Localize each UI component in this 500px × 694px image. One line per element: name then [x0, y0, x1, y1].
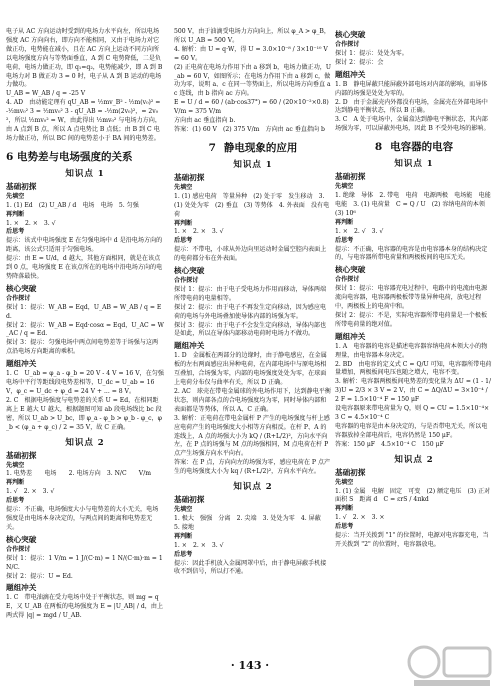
label-text: 先填空 [335, 183, 354, 191]
subsection-heading: 基础初探 [335, 467, 366, 477]
subsection-heading: 题组冲关 [335, 331, 366, 341]
subsection-heading: 核心突破 [335, 30, 366, 39]
label-text: 先填空 [335, 478, 354, 486]
paragraph: 探讨 3：提示：匀强电场中两点间电势差等于场强与这两点沿电场方向距离的乘积。 [6, 339, 159, 356]
knowledge-point-heading: 知识点 2 [65, 437, 105, 448]
label-text: 合作探讨 [6, 545, 31, 553]
knowledge-point-heading: 知识点 1 [65, 168, 105, 179]
paragraph: 1. C 带电油滴在受力电场中处于平衡状态，则 mg = qE，又 U_AB 在两板的电场强度为 E = |U_AB| / d，由上两式得 |q| = mgd / U_AB. [6, 594, 164, 620]
paragraph: 答案：150 μF 4.5×10⁻⁴ C 150 μF [335, 440, 444, 448]
paragraph: 3. 解析：电容器两极板间电势差的变化量为 ΔU = (1 - 1/3)U = 2/3 × 3 V = 2 V，由 C = ΔQ/ΔU = 3×10⁻⁴ / 2 F = 1.5×10⁻⁴ F = 150 μF [335, 378, 492, 404]
paragraph: 探讨 3：提示：由于电子不会发生定向移动，导体内部也是如此，所以在导体内部移动电荷时电场力不做功。 [174, 321, 327, 338]
knowledge-point-heading: 知识点 1 [394, 159, 434, 170]
column-right [335, 28, 497, 668]
paragraph: 3. 解析：正电荷在带电金属杆 P 产生的电场强度与杆上感应电荷产生的电场强度大小相等方向相反。在杆 P、A 的连线上，A 点的场强大小为 kQ / (R+L/2)²，方向水平向左，在 P 点的场强与 M 点的场强相同，M 点电荷在杆 P 点产生场强方向水平向右。 [174, 414, 330, 458]
label-text: 后思考 [335, 236, 354, 244]
paragraph: 1. 电势差 电场 2. 电场方向 3. N/C V/m [6, 470, 152, 478]
subsection-heading: 基础初探 [6, 450, 37, 460]
chapter-heading [174, 141, 332, 155]
paragraph: 设电容器原来带电荷量为 Q，则 Q = CU = 1.5×10⁻⁴×3 C = 4.5×10⁻⁴ C [335, 405, 490, 421]
paragraph: 4. 解析：由 U = q·W，得 U = 3.0×10⁻⁸ / 3×10⁻¹⁰ V = 60 V。 [174, 45, 328, 62]
subsection-heading: 基础初探 [174, 172, 205, 182]
knowledge-point-heading: 知识点 2 [394, 454, 434, 465]
paragraph: E = U / d = 60 / (ab·cos37°) = 60 / (20×10⁻²×0.8) V/m = 375 V/m [174, 99, 329, 116]
column-middle [174, 28, 332, 668]
paragraph: 提示：该式中电场强度 E 在匀强电场中 d 是沿电场方向的距离，该公式只适用于匀强电场。 [6, 237, 163, 254]
chapter-title: 静电现象的应用 [223, 141, 298, 154]
label-text: 合作探讨 [6, 294, 31, 302]
paragraph: 1. × 2. × 3. √ [174, 541, 224, 549]
label-text: 合作探讨 [335, 276, 360, 284]
label-text: 先填空 [174, 183, 193, 191]
paragraph: 1. 极大 强强 分离 2. 尖端 3. 处处为零 4. 屏蔽 5. 接地 [174, 514, 327, 531]
paragraph: U_AB = W_AB / q = -25 V [6, 90, 86, 98]
subsection-heading: 核心突破 [6, 534, 37, 544]
paragraph: 探讨 2：提示：U = Ed. [6, 572, 73, 580]
paragraph: 探讨 2：提示：由于电子不再发生定向移动，因为感应电荷的电场与外电场叠加使导体内部的场强为零。 [174, 303, 327, 320]
paragraph: 答案：在 P 点，方向向左的场强为零，感应电荷在 P 点产生的电场强度大小为 kq / (R+L/2)²，方向水平向左。 [174, 459, 331, 476]
label-text: 再判断 [174, 219, 193, 227]
label-text: 先填空 [174, 506, 193, 514]
subsection-heading: 题组冲关 [6, 583, 37, 593]
paragraph: (2) 正电荷在电场力作用下由 a 移到 b，电场力做正功，U_ab = 60 V，如图所示；在电场力作用下由 a 移到 c，做功为零，说明 a、c 在同一等势面上，所以电场方向垂直 ac 连线，由 b 指向 ac 方向。 [174, 63, 332, 98]
knowledge-point-heading: 知识点 1 [233, 159, 273, 170]
paragraph: 2. AC 球壳在带电金属球的外电场作用下，达到静电平衡状态，则内部各点的合电场强度均为零，同时导体内部和表面都是等势体，所以 A、C 正确。 [174, 388, 331, 413]
paragraph: 提示：不正确，电容器的电容是由电容器本身的结构决定的，与电容器所带电荷量和两极板间的电压无关。 [335, 245, 488, 262]
paragraph: 1. × 2. √ 3. √ [335, 227, 384, 235]
label-text: 先填空 [6, 192, 25, 200]
watermark-logo [404, 640, 496, 690]
paragraph: 1. √ 2. × 3. × [335, 514, 385, 522]
label-text: 后思考 [335, 523, 354, 531]
subsection-heading: 题组冲关 [335, 69, 366, 79]
paragraph: 提示：当开关拨到 "1" 的位置时，电源对电容器充电，当开关拨到 "2" 的位置时，电容器放电。 [335, 532, 489, 548]
paragraph: 1. D 金属板在两部分的边缘时，由于静电感应，在金属板的左右两面感应出异种电荷，在内部电场中与原电场相互叠加，合场强为零，内部的电场强度处处为零，在球面上电荷分布仅与曲率有关，所以 D 正确。 [174, 352, 327, 387]
paragraph: 1. (1) 金属 电解 固定 可变 (2) 额定电压 (3) 正对面积 S 距离 d C = εrS / 4πkd [335, 487, 491, 504]
paragraph: 探讨 1：提示：W_AB = Eqd，U_AB = W_AB / q = Ed. [6, 303, 162, 320]
chapter-number: 7 [208, 141, 216, 154]
subsection-heading: 题组冲关 [174, 341, 205, 351]
subsection-heading: 基础初探 [335, 172, 366, 182]
paragraph: 1. B 静电屏蔽只能屏蔽外部电场对内部的影响，而导体内部的场强是处处为零的。 [335, 80, 488, 97]
label-text: 再判断 [335, 505, 354, 513]
page-number: · 143 · [230, 659, 270, 672]
subsection-heading: 核心突破 [6, 283, 37, 293]
paragraph: 探讨 1：提示：处处为零。 [335, 49, 408, 57]
paragraph: 探讨 1：提示：电容器充电过程中，电路中的电流由电源流向电容器，电容器两极板带等量异种电荷，放电过程中，两极板上的电荷中和。 [335, 285, 488, 311]
paragraph: 探讨 1：提示：1 V/m = 1 J/(C·m) = 1 N/(C·m)·m = 1 N/C. [6, 554, 163, 571]
paragraph: 1. (1) 感应电荷 等量异种 (2) 处于零 发生移动 3. (1) 处处为零 (2) 垂直 (3) 等势体 4. 外表面 没有电荷 [174, 192, 330, 218]
paragraph: 3. C A 处于电场中，金属盒达到静电平衡状态，其内部场强为零，可以屏蔽外电场，因此 B 不受外电场的影响。 [335, 116, 490, 133]
subsection-heading: 核心突破 [335, 265, 366, 275]
subsection-heading: 题组冲关 [6, 359, 37, 369]
chapter-number: 8 [374, 141, 383, 154]
label-text: 后思考 [6, 497, 25, 505]
paragraph: 提示：因此手机放入金属网罩中后，由于静电屏蔽手机接收不到信号，所以打不通。 [174, 559, 327, 576]
paragraph: 电容器的电容是由本身决定的，与是否带电无关，所以电容器放掉全部电荷后，电容仍然是 150 μF。 [335, 422, 488, 439]
label-text: 合作探讨 [174, 277, 199, 285]
paragraph: 探讨 2：提示：W_AB = Eqd·cosα = Eqd，U_AC = W_AC / q = Ed. [6, 321, 164, 338]
paragraph: 1. √ 2. × 3. √ [6, 488, 55, 496]
paragraph: 1. C U_ab = φ_a - φ_b = 20 V - 4 V = 16 V，在匀强电场中平行等距线段电势差相等，U_dc = U_ab = 16 V，φ_c = U_dc + φ_d = 24 V + ... = 8 V。 [6, 370, 164, 395]
label-text: 再判断 [6, 210, 25, 218]
paragraph: 方向由 ac 垂直指向 b. [174, 117, 236, 125]
paragraph: 2. C 根据电场强度与电势差的关系 U = Ed，在相同距离上 E 越大 U 越大，根据题图可知 ab 段电场线比 bc 段密，所以 U_ab > U_bc，即 φ_a - φ_b > φ_b - φ_c，φ_b < (φ_a + φ_c) / 2 = 35 V，故 C 正确。 [6, 396, 162, 431]
paragraph: 答案：(1) 60 V (2) 375 V/m 方向由 ac 垂直指向 b [174, 125, 325, 133]
subsection-heading: 基础初探 [6, 181, 37, 191]
paragraph: 1. A 电容器的电容是描述电容器容纳电荷本领大小的物理量，由电容器本身决定。 [335, 342, 488, 359]
paragraph: 1. × 2. × 3. √ [6, 219, 56, 227]
chapter-heading [335, 140, 493, 154]
label-text: 先填空 [6, 461, 25, 469]
label-text: 再判断 [6, 479, 25, 487]
paragraph: 提示：不正确，电场强度大小与电势差的大小无关，电场强度是由电场本身决定的，与两点间的距离和电势差无关。 [6, 506, 159, 531]
column-left [6, 28, 164, 668]
label-text: 合作探讨 [335, 41, 360, 48]
paragraph: 探讨 2：提示：不是，实际电容器所带电荷量是一个极板所带电荷量的绝对值。 [335, 311, 488, 328]
subsection-heading: 基础初探 [174, 495, 205, 505]
paragraph: 2. D 由于金属壳内外都没有电场，金属壳在外部电场中达到静电平衡状态，所以 B 正确。 [335, 98, 488, 115]
paragraph: 500 V，由于油滴受电场力方向向上，所以 φ_A > φ_B，所以 U_AB = 500 V。 [174, 28, 330, 44]
paragraph: 1. 绝缘 导体 2. 带电 电荷 电源两极 电场能 电能 电能 3. (1) 电荷量 C = Q / U (2) 容纳电荷的本领 (3) 10⁶ [335, 192, 497, 217]
label-text: 再判断 [335, 218, 354, 226]
label-text: 后思考 [6, 228, 25, 236]
paragraph: 4. AD 由动能定理有 qU_AB = ½mv_B² - ½m(v₀)² = -½mv₀² 3 = ½mv₀² 3 - qU_AB = -½m(2v₀)²，= 2v₀²，所以 ½mv₀² = W，由此得出 ½mv₀² 与电场力方向，由 A 点到 B 点，所以 A 点电势比 B 点低；由 B 到 C 电场力做正功，所以 BC 间的电势差小于 BA 间的电势差。 [6, 99, 161, 142]
paragraph: 探讨 1：提示：由于电子受电场力作用而移动，导体两端所带电荷的电量相等。 [174, 285, 327, 302]
label-text: 后思考 [174, 237, 193, 245]
subsection-heading: 核心突破 [174, 266, 205, 276]
paragraph: 提示：由 E = U/d，d 越大，其他方面相同，就是在该点到 0 点，电场强度 E 在该点所在的电场中沿电场方向的电势降落最快。 [6, 255, 163, 280]
section-heading: 6 电势差与电场强度的关系 [6, 150, 133, 163]
paragraph: 电子从 AC 方向运动时受到的电场力水平向左，所以电场强度 AC 方向向右，即方向不能相同，又由于电场力对它做正功，电势能在减小，且在 AC 方向上运动不同方向所以电场强度方向与等势面垂直，A 到 C 电势降低，二是负电荷，电场力做正功，即 q₁=q₂，电势能减少，即 A 到 B 电场力对 B 做正功 3 = 0 时，电子从 A 到 B 运动的电场力做功。 [6, 28, 163, 89]
paragraph: 提示：不带电，小球从外边向里运动时金属空腔内表面上的电荷都分布在外表面。 [174, 246, 327, 263]
knowledge-point-heading: 知识点 2 [233, 482, 273, 493]
paragraph: 1. × 2. × 3. √ [174, 228, 224, 236]
paragraph: 探讨 2：提示：会 [335, 58, 384, 66]
chapter-title: 电容器的电容 [390, 141, 454, 154]
label-text: 后思考 [174, 550, 193, 558]
label-text: 再判断 [174, 532, 193, 540]
paragraph: 2. BD 由电容的定义式 C = Q/U 可知，电容器所带电荷量增加，两极板间电压也随之增大，电容不变。 [335, 360, 492, 377]
paragraph: 1. (1) Ed (2) U_AB / d 电场 电场 5. 匀强 [6, 201, 139, 209]
